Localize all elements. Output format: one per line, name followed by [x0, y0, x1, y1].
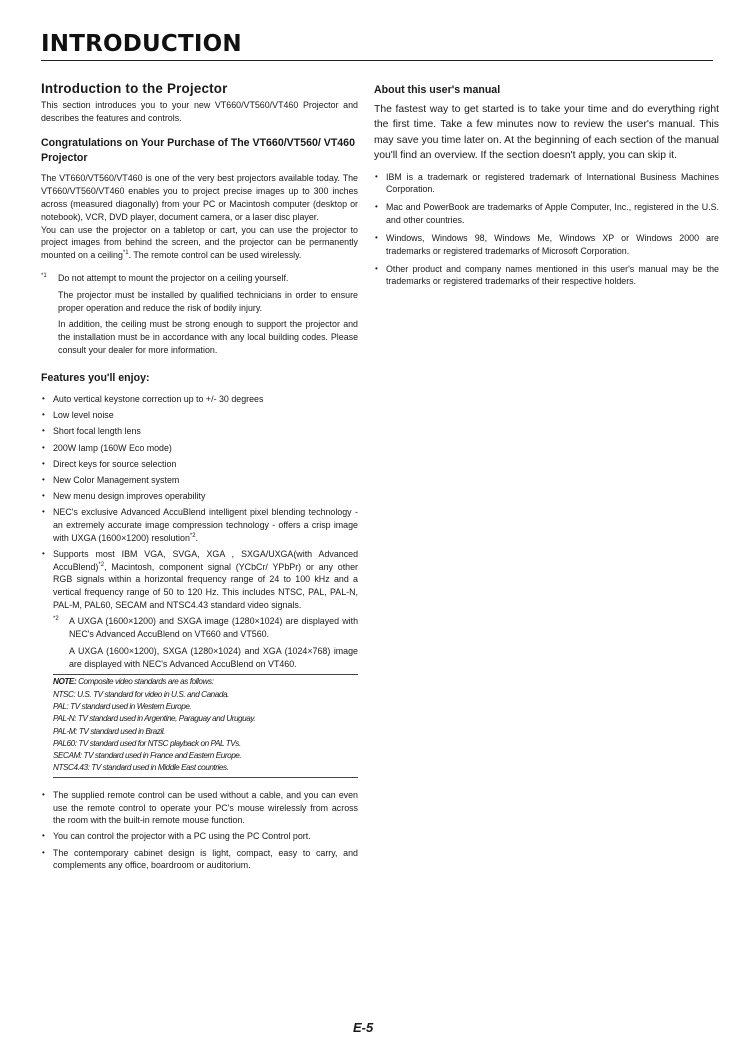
- features-title: Features you'll enjoy:: [41, 371, 150, 384]
- feature-item: • Low level noise: [41, 409, 358, 422]
- footnote-accublend: [53, 615, 358, 670]
- footnote-line: A UXGA (1600×1200) and SXGA image (1280×1024) are displayed with NEC's Advanced AccuBlend on VT660 and VT560.: [69, 616, 358, 639]
- right-column: [374, 81, 719, 293]
- note-line: PAL: TV standard used in Western Europe.: [53, 701, 192, 711]
- page-title: INTRODUCTION: [41, 31, 242, 57]
- note-line: PAL-N: TV standard used in Argentine, Paraguay and Uruguay.: [53, 714, 256, 724]
- feature-item: • New menu design improves operability: [41, 490, 358, 503]
- footnote-mark: *1: [41, 273, 47, 280]
- footnote-ceiling: [41, 272, 358, 357]
- feature-item: • You can control the projector with a PC using the PC Control port.: [41, 830, 358, 843]
- feature-item: • The contemporary cabinet design is light, compact, easy to carry, and complements any office, boardroom or auditorium.: [41, 847, 358, 873]
- footnote-line: In addition, the ceiling must be strong enough to support the projector and the installation must be in accordance with any local building codes. Please consult your dealer for more information.: [58, 319, 358, 356]
- trademark-item: • IBM is a trademark or registered trademark of International Business Machines Corporation.: [374, 171, 719, 197]
- features-list: [41, 393, 358, 612]
- title-rule: [41, 60, 713, 61]
- about-title: About this user's manual: [374, 84, 501, 96]
- footnote-line: The projector must be installed by qualified technicians in order to ensure proper operation and reduce the risk of bodily injury.: [58, 289, 358, 313]
- note-line: PAL60: TV standard used for NTSC playback on PAL TVs.: [53, 738, 241, 748]
- more-features-list: [41, 789, 358, 872]
- note-line: NTSC4.43: TV standard used in Middle East countries.: [53, 763, 229, 773]
- congrats-paragraph-1: The VT660/VT560/VT460 is one of the very best projectors available today. The VT660/VT560/VT460 enables you to project precise images up to 300 inches across (measured diagonally) from your PC or Macintosh computer (desktop or notebook), VCR, DVD player, document camera, or a laser disc player.: [41, 173, 358, 222]
- note-heading: [53, 676, 358, 688]
- feature-item: • The supplied remote control can be used without a cable, and you can even use the remote control to operate your PC's mouse wirelessly from across the room with the built-in remote mouse function.: [41, 789, 358, 827]
- note-line: SECAM: TV standard used in France and Eastern Europe.: [53, 751, 242, 761]
- trademarks-list: [374, 171, 719, 289]
- about-paragraph: The fastest way to get started is to take your time and do everything right the first time. Take a few minutes now to review the user's manual. This may save you time later on. At the beginning of each section of the manual you'll find an overview. If the section doesn't apply, you can skip it.: [374, 104, 719, 161]
- congrats-title: Congratulations on Your Purchase of The VT660/VT560/ VT460 Projector: [41, 136, 355, 164]
- footnote-line: Do not attempt to mount the projector on a ceiling yourself.: [58, 273, 289, 284]
- feature-item: • Supports most IBM VGA, SVGA, XGA , SXGA/UXGA(with Advanced AccuBlend)$^{*2}$, Macintosh, component signal (YCbCr/ YPbPr) or any other RGB signals within a horizontal frequency range of 24 to 100 kHz and a vertical frequency range of 50 to 120 Hz. This includes NTSC, PAL, PAL-N, PAL-M, PAL60, SECAM and NTSC4.43 standard video signals.: [41, 548, 358, 612]
- feature-item: • Direct keys for source selection: [41, 458, 358, 471]
- feature-item: • Auto vertical keystone correction up to +/- 30 degrees: [41, 393, 358, 406]
- footnote-mark: *2: [53, 616, 59, 623]
- feature-item: • NEC's exclusive Advanced AccuBlend intelligent pixel blending technology - an extremely accurate image compression technology - offers a crisp image with UXGA (1600×1200) resolution$^{*2}$.: [41, 506, 358, 544]
- note-heading-text: Composite video standards are as follows:: [78, 677, 214, 687]
- congrats-paragraph-2: You can use the projector on a tabletop or cart, you can use the projector to project images from behind the screen, and the projector can be permanently mounted on a ceiling$^{*1}$. The remote control can be used wirelessly.: [41, 224, 358, 261]
- section-title: Introduction to the Projector: [41, 81, 228, 96]
- trademark-item: • Other product and company names mentioned in this user's manual may be the trademarks or registered trademarks of their respective holders.: [374, 263, 719, 289]
- left-column: [41, 81, 358, 876]
- footnote-line: A UXGA (1600×1200), SXGA (1280×1024) and XGA (1024×768) image are displayed with NEC's Advanced AccuBlend on VT460.: [69, 645, 358, 669]
- feature-item: • 200W lamp (160W Eco mode): [41, 442, 358, 455]
- feature-item: • Short focal length lens: [41, 425, 358, 438]
- note-line: NTSC: U.S. TV standard for video in U.S. and Canada.: [53, 689, 229, 699]
- trademark-item: • Mac and PowerBook are trademarks of Apple Computer, Inc., registered in the U.S. and other countries.: [374, 201, 719, 227]
- page-number: E-5: [353, 1020, 374, 1035]
- note-box: [53, 674, 358, 777]
- intro-paragraph: This section introduces you to your new VT660/VT560/VT460 Projector and describes the features and controls.: [41, 100, 358, 123]
- note-line: PAL-M: TV standard used in Brazil.: [53, 726, 165, 736]
- feature-item: • New Color Management system: [41, 474, 358, 487]
- note-label: NOTE:: [53, 677, 77, 687]
- trademark-item: • Windows, Windows 98, Windows Me, Windows XP or Windows 2000 are trademarks or registered trademarks of Microsoft Corporation.: [374, 232, 719, 258]
